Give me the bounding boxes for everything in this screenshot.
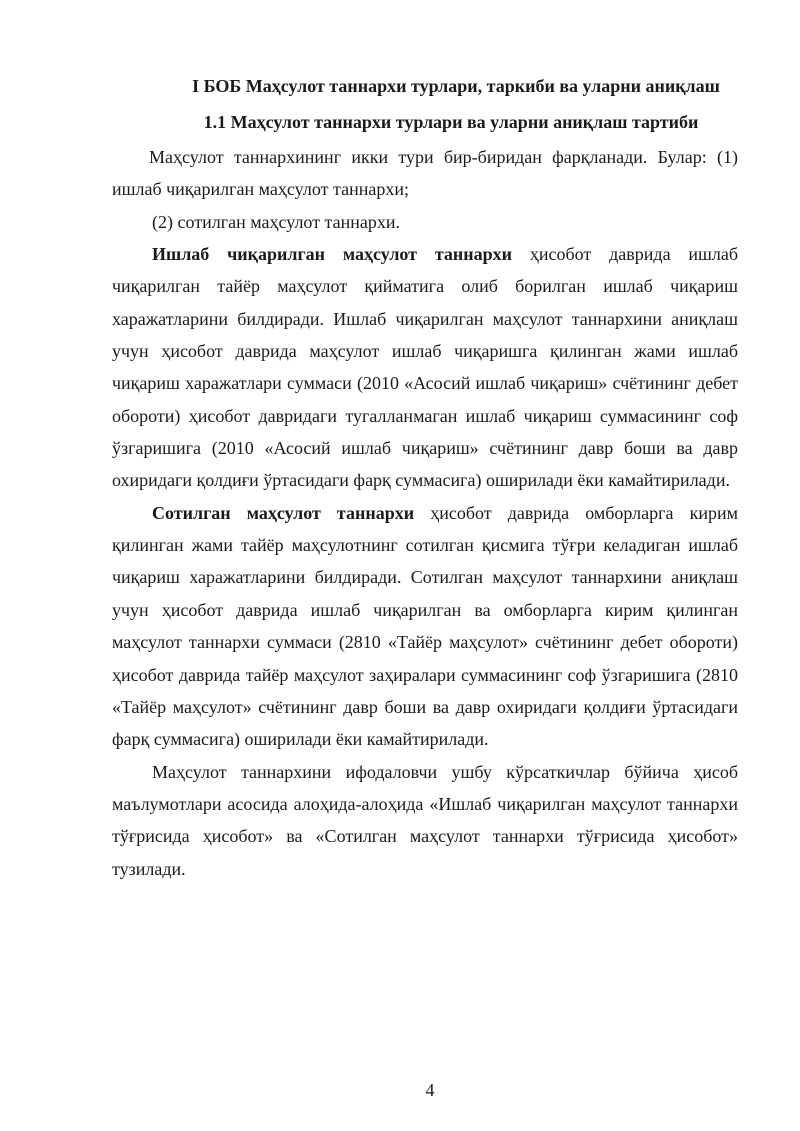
paragraph-intro: Маҳсулот таннархининг икки тури бир-биридан фарқланади. Булар: (1) ишлаб чиқарилган маҳсулот таннархи; [112, 147, 738, 200]
term-produced-cost: Ишлаб чиқарилган маҳсулот таннархи [152, 244, 513, 265]
section-heading: 1.1 Маҳсулот таннархи турлари ва уларни аниқлаш тартиби [203, 112, 699, 132]
term-sold-cost: Сотилган маҳсулот таннархи [152, 502, 415, 523]
page-number: 4 [425, 1080, 435, 1100]
definition-produced-cost: ҳисобот даврида ишлаб чиқарилган тайёр маҳсулот қийматига олиб борилган ишлаб чиқариш харажатларини билдиради. Ишлаб чиқарилган маҳсулот таннархини аниқлаш учун ҳисобот даврида маҳсулот ишлаб чиқаришга қилинган жами ишлаб чиқариш харажатлари суммаси (2010 «Асосий ишлаб чиқариш» счётининг дебет обороти) ҳисобот давридаги тугалланмаган ишлаб чиқариш суммасининг соф ўзгаришига (2010 «Асосий ишлаб чиқариш» счётининг давр боши ва давр охиридаги қолдиғи ўртасидаги фарқ суммасига) оширилади ёки камайтирилади. [112, 244, 739, 491]
paragraph-list-item: (2) сотилган маҳсулот таннархи. [152, 211, 401, 232]
paragraph-sold-cost [112, 497, 738, 756]
definition-sold-cost: ҳисобот даврида омборларга кирим қилинган жами тайёр маҳсулотнинг сотилган қисмига тўғри келадиган ишлаб чиқариш харажатларини билдиради. Сотилган маҳсулот таннархини аниқлаш учун ҳисобот даврида ишлаб чиқарилган ва омборларга кирим қилинган маҳсулот таннархи суммаси (2810 «Тайёр маҳсулот» счётининг дебет обороти) ҳисобот даврида тайёр маҳсулот заҳиралари суммасининг соф ўзгаришига (2810 «Тайёр маҳсулот» счётининг давр боши ва давр охиридаги қолдиғи ўртасидаги фарқ суммасига) оширилади ёки камайтирилади. [112, 502, 739, 750]
paragraph-reports: Маҳсулот таннархини ифодаловчи ушбу кўрсаткичлар бўйича ҳисоб маълумотлари асосида алоҳида-алоҳида «Ишлаб чиқарилган маҳсулот таннархи тўғрисида ҳисобот» ва «Сотилган маҳсулот таннархи тўғрисида ҳисобот» тузилади. [112, 761, 738, 879]
chapter-heading: I БОБ Маҳсулот таннархи турлари, таркиби ва уларни аниқлаш [192, 76, 720, 96]
paragraph-produced-cost [112, 238, 738, 497]
document-page [112, 68, 738, 885]
